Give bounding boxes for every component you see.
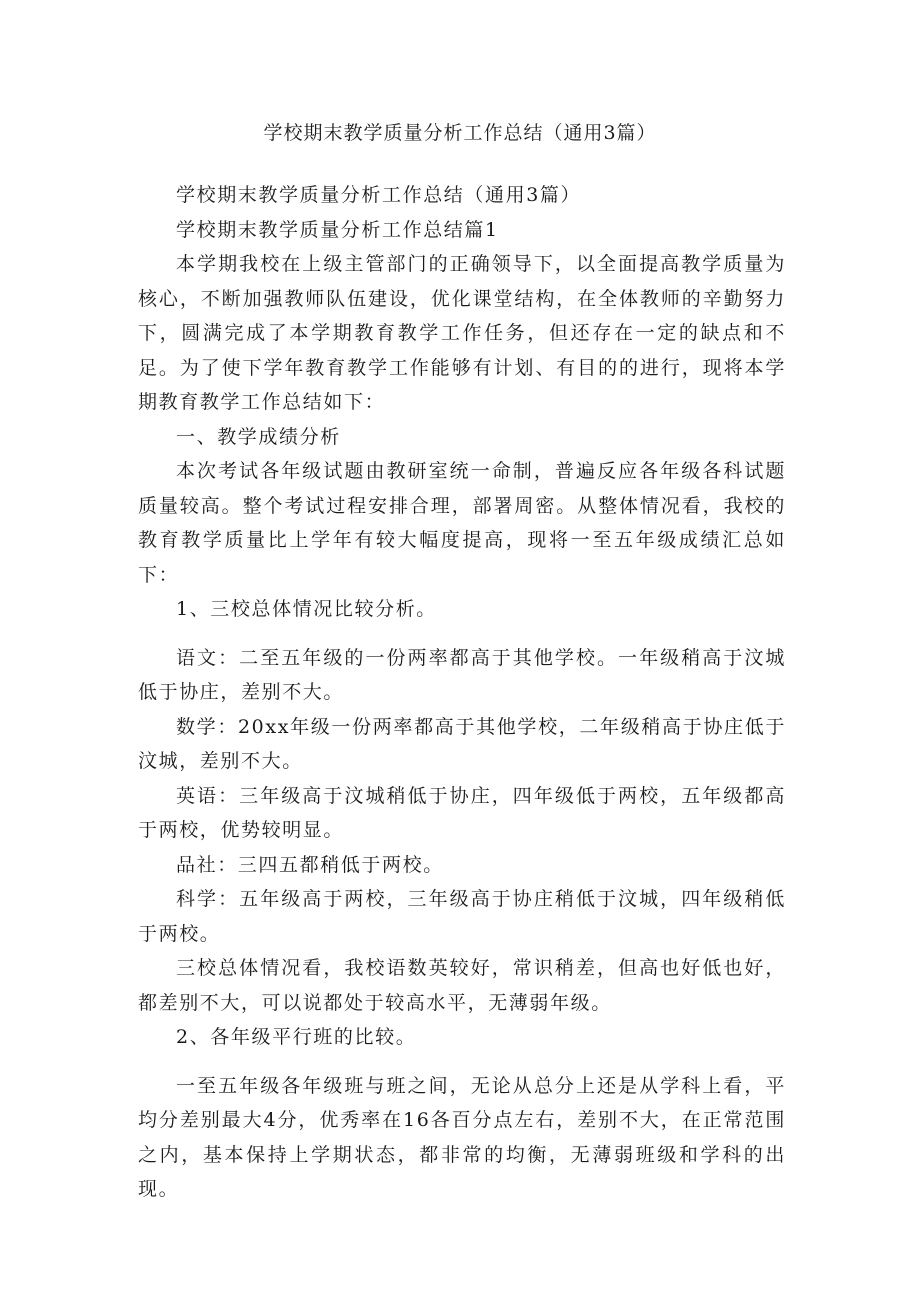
exam-overview-paragraph: 本次考试各年级试题由教研室统一命制，普遍反应各年级各科试题质量较高。整个考试过程安排合理，部署周密。从整体情况看，我校的教育教学质量比上学年有较大幅度提高，现将一至五年级成绩汇总如下： xyxy=(138,460,786,586)
subheading-parallel-classes: 2、各年级平行班的比较。 xyxy=(176,1026,417,1048)
three-schools-summary-paragraph: 三校总体情况看，我校语数英较好，常识稍差，但高也好低也好，都差别不大，可以说都处于较高水平，无薄弱年级。 xyxy=(138,957,786,1014)
heading-score-analysis: 一、教学成绩分析 xyxy=(176,425,341,448)
intro-paragraph: 本学期我校在上级主管部门的正确领导下，以全面提高教学质量为核心，不断加强教师队伍建设，优化课堂结构，在全体教师的辛勤努力下，圆满完成了本学期教育教学工作任务，但还存在一定的缺点和不足。为了使下学年教育教学工作能够有计划、有目的的进行，现将本学期教育教学工作总结如下： xyxy=(138,253,786,413)
chinese-subject-paragraph: 语文：二至五年级的一份两率都高于其他学校。一年级稍高于汶城低于协庄，差别不大。 xyxy=(138,646,786,703)
science-subject-paragraph: 科学：五年级高于两校，三年级高于协庄稍低于汶城，四年级稍低于两校。 xyxy=(138,888,786,945)
math-subject-paragraph: 数学：20xx年级一份两率都高于其他学校，二年级稍高于协庄低于汶城，差别不大。 xyxy=(138,715,786,772)
section-heading-part1: 学校期末教学质量分析工作总结篇1 xyxy=(176,218,499,241)
document-title: 学校期末教学质量分析工作总结（通用3篇） xyxy=(263,122,657,144)
subtitle-paragraph: 学校期末教学质量分析工作总结（通用3篇） xyxy=(176,184,582,206)
subheading-three-schools: 1、三校总体情况比较分析。 xyxy=(176,598,437,620)
parallel-classes-paragraph: 一至五年级各年级班与班之间，无论从总分上还是从学科上看，平均分差别最大4分，优秀率在16各百分点左右，差别不大，在正常范围之内，基本保持上学期状态，都非常的均衡，无薄弱班级和学科的出现。 xyxy=(138,1074,786,1200)
document-body xyxy=(138,178,786,1207)
english-subject-paragraph: 英语：三年级高于汶城稍低于协庄，四年级低于两校，五年级都高于两校，优势较明显。 xyxy=(138,784,786,841)
social-subject-paragraph: 品社：三四五都稍低于两校。 xyxy=(176,853,444,876)
